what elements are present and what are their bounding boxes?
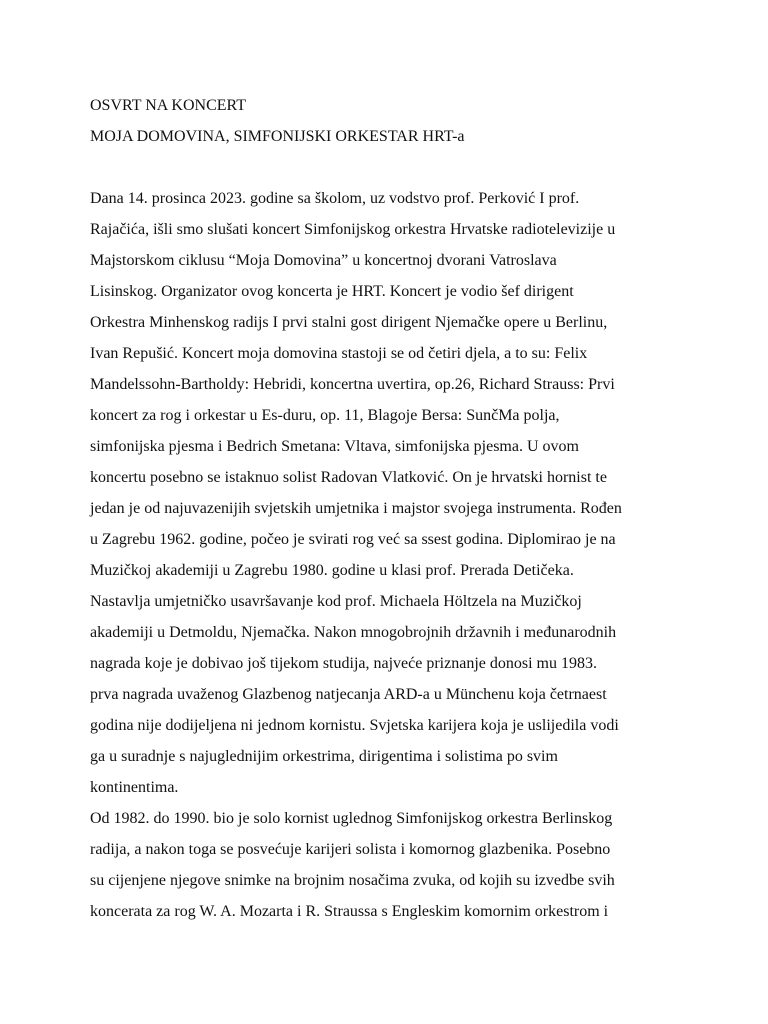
text-line: Majstorskom ciklusu “Moja Domovina” u koncertnoj dvorani Vatroslava: [90, 252, 557, 269]
text-line: radija, a nakon toga se posvećuje karijeri solista i komornog glazbenika. Posebno: [90, 841, 611, 858]
text-line: Rajačića, išli smo slušati koncert Simfonijskog orkestra Hrvatske radiotelevizije u: [90, 221, 616, 238]
text-line: akademiji u Detmoldu, Njemačka. Nakon mnogobrojnih državnih i međunarodnih: [90, 624, 617, 641]
text-line: Nastavlja umjetničko usavršavanje kod prof. Michaela Höltzela na Muzičkoj: [90, 593, 582, 610]
text-line: koncertu posebno se istaknuo solist Radovan Vlatković. On je hrvatski hornist te: [90, 469, 607, 486]
document-title: [90, 90, 690, 152]
text-line: u Zagrebu 1962. godine, počeo je svirati rog već sa ssest godina. Diplomirao je na: [90, 531, 616, 548]
text-line: koncert za rog i orkestar u Es-duru, op. 11, Blagoje Bersa: SunčMa polja,: [90, 407, 560, 424]
document-body: [90, 90, 690, 927]
text-line: jedan je od najuvazenijih svjetskih umjetnika i majstor svojega instrumenta. Rođen: [90, 500, 622, 517]
text-line: Dana 14. prosinca 2023. godine sa školom, uz vodstvo prof. Perković I prof.: [90, 190, 580, 207]
text-line: Orkestra Minhenskog radijs I prvi stalni gost dirigent Njemačke opere u Berlinu,: [90, 314, 608, 331]
text-line: nagrada koje je dobivao još tijekom studija, najveće priznanje donosi mu 1983.: [90, 655, 597, 672]
title-line-2: MOJA DOMOVINA, SIMFONIJSKI ORKESTAR HRT-a: [90, 128, 465, 145]
text-line: simfonijska pjesma i Bedrich Smetana: Vltava, simfonijska pjesma. U ovom: [90, 438, 579, 455]
text-line: godina nije dodijeljena ni jednom kornistu. Svjetska karijera koja je uslijedila vodi: [90, 717, 619, 734]
text-line: Mandelssohn-Bartholdy: Hebridi, koncertna uvertira, op.26, Richard Strauss: Prvi: [90, 376, 615, 393]
title-line-1: OSVRT NA KONCERT: [90, 97, 247, 114]
text-line: Ivan Repušić. Koncert moja domovina stastoji se od četiri djela, a to su: Felix: [90, 345, 588, 362]
text-line: kontinentima.: [90, 779, 179, 796]
text-line: ga u suradnje s najuglednijim orkestrima, dirigentima i solistima po svim: [90, 748, 558, 765]
text-line: su cijenjene njegove snimke na brojnim nosačima zvuka, od kojih su izvedbe svih: [90, 872, 615, 889]
text-line: Muzičkoj akademiji u Zagrebu 1980. godine u klasi prof. Prerada Detičeka.: [90, 562, 574, 579]
text-line: Od 1982. do 1990. bio je solo kornist uglednog Simfonijskog orkestra Berlinskog: [90, 810, 613, 827]
text-line: koncerata za rog W. A. Mozarta i R. Straussa s Engleskim komornim orkestrom i: [90, 903, 609, 920]
text-line: prva nagrada uvaženog Glazbenog natjecanja ARD-a u Münchenu koja četrnaest: [90, 686, 607, 703]
text-line: Lisinskog. Organizator ovog koncerta je HRT. Koncert je vodio šef dirigent: [90, 283, 574, 300]
body-text: [90, 183, 690, 927]
blank-line: [90, 152, 690, 183]
